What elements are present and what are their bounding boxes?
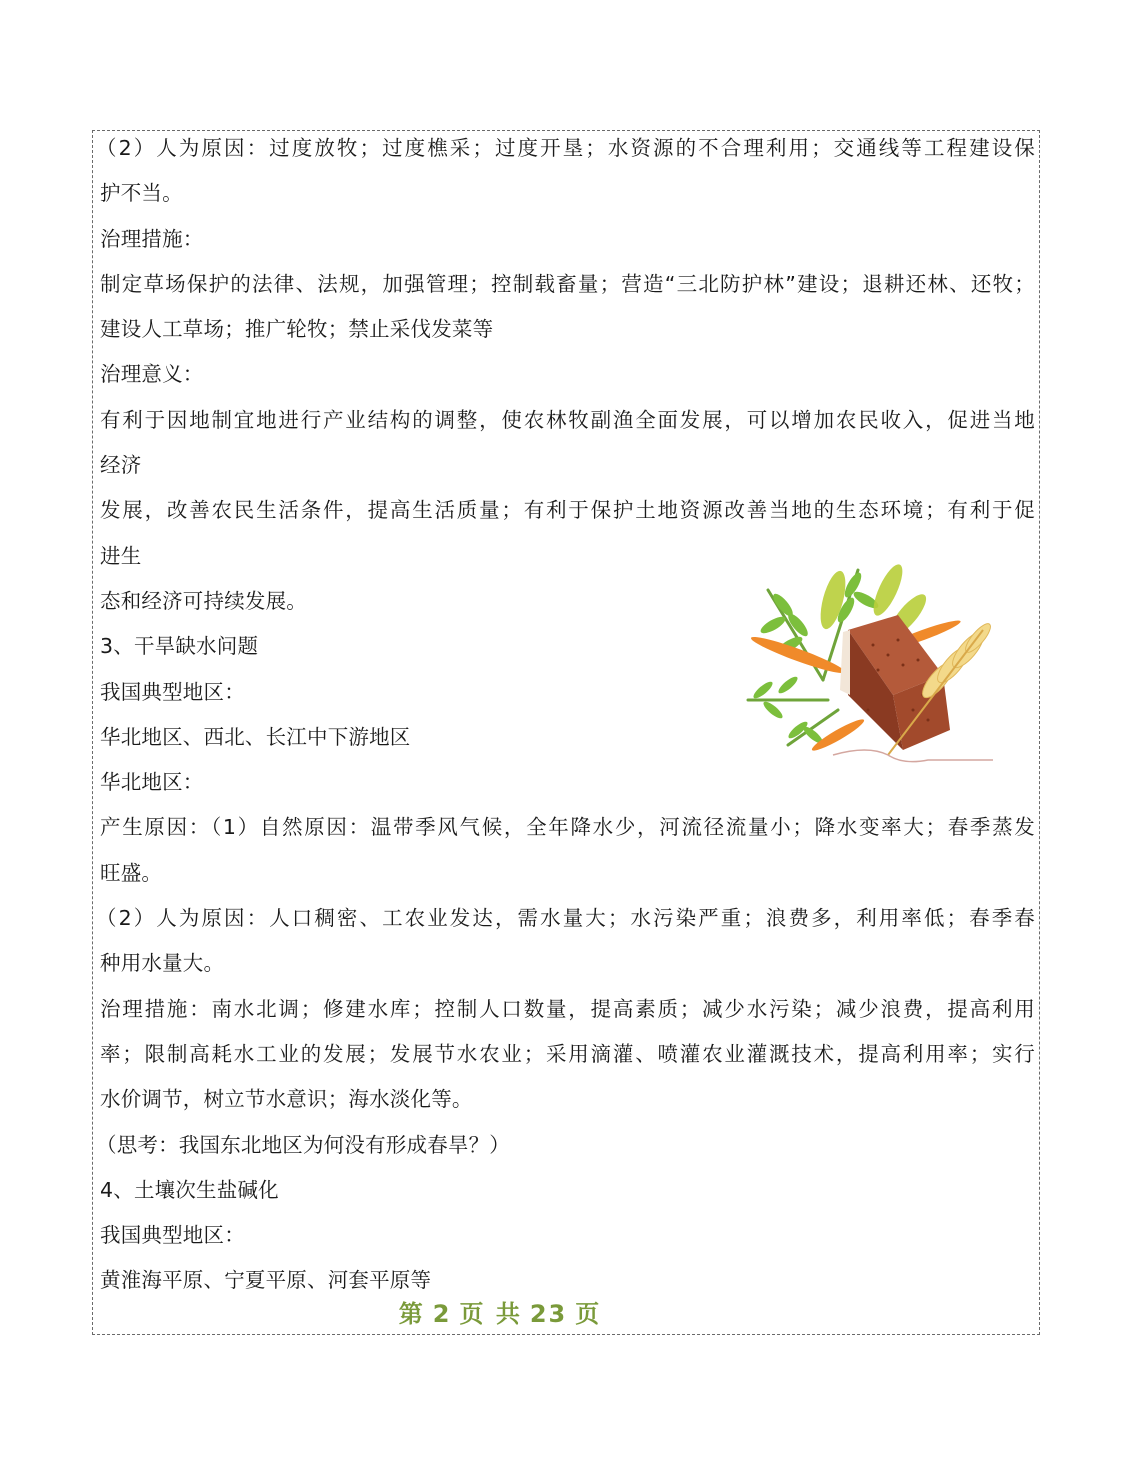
text-line: 治理措施：南水北调；修建水库；控制人口数量，提高素质；减少水污染；减少浪费，提高利用 — [100, 996, 1035, 1021]
book-with-plants-illustration — [728, 560, 1003, 775]
footer-middle: 页 共 — [459, 1300, 522, 1328]
text-line: 制定草场保护的法律、法规，加强管理；控制载畜量；营造“三北防护林”建设；退耕还林、还牧； — [100, 271, 1035, 296]
text-line: 产生原因：（1）自然原因：温带季风气候，全年降水少，河流径流量小；降水变率大；春季蒸发 — [100, 815, 1035, 840]
text-line: （思考：我国东北地区为何没有形成春旱？） — [96, 1132, 510, 1157]
text-line: 华北地区： — [100, 770, 204, 795]
footer-total-pages: 23 — [529, 1300, 568, 1328]
text-line: 种用水量大。 — [100, 951, 225, 976]
footer-current-page: 2 — [432, 1300, 452, 1328]
section-heading: 3、干旱缺水问题 — [100, 634, 259, 659]
text-line: （2）人为原因：人口稠密、工农业发达，需水量大；水污染严重；浪费多，利用率低；春季春 — [96, 906, 1035, 931]
text-line: 发展，改善农民生活条件，提高生活质量；有利于保护土地资源改善当地的生态环境；有利于促 — [100, 498, 1035, 523]
text-line: 水价调节，树立节水意识；海水淡化等。 — [100, 1087, 473, 1112]
text-line: 经济 — [100, 453, 142, 478]
footer-suffix: 页 — [575, 1300, 602, 1328]
text-line: 黄淮海平原、宁夏平原、河套平原等 — [100, 1268, 432, 1293]
footer-prefix: 第 — [398, 1300, 425, 1328]
section-heading: 4、土壤次生盐碱化 — [100, 1177, 279, 1202]
text-line: （2）人为原因：过度放牧；过度樵采；过度开垦；水资源的不合理利用；交通线等工程建设保 — [96, 136, 1035, 160]
text-line: 旺盛。 — [100, 860, 163, 885]
text-line: 进生 — [100, 543, 142, 568]
page-footer — [0, 1294, 1000, 1329]
text-line: 华北地区、西北、长江中下游地区 — [100, 724, 411, 749]
book-plants-icon — [728, 560, 1003, 775]
text-line: 态和经济可持续发展。 — [100, 588, 307, 613]
text-line: 治理意义： — [100, 362, 204, 387]
text-line: 我国典型地区： — [100, 1223, 245, 1248]
text-line: 治理措施： — [100, 226, 204, 251]
text-line: 护不当。 — [100, 181, 183, 206]
text-line: 建设人工草场；推广轮牧；禁止采伐发菜等 — [100, 317, 494, 342]
text-line: 有利于因地制宜地进行产业结构的调整，使农林牧副渔全面发展，可以增加农民收入，促进当地 — [100, 407, 1035, 432]
text-line: 率；限制高耗水工业的发展；发展节水农业；采用滴灌、喷灌农业灌溉技术，提高利用率；实行 — [100, 1041, 1035, 1066]
text-line: 我国典型地区： — [100, 679, 245, 704]
